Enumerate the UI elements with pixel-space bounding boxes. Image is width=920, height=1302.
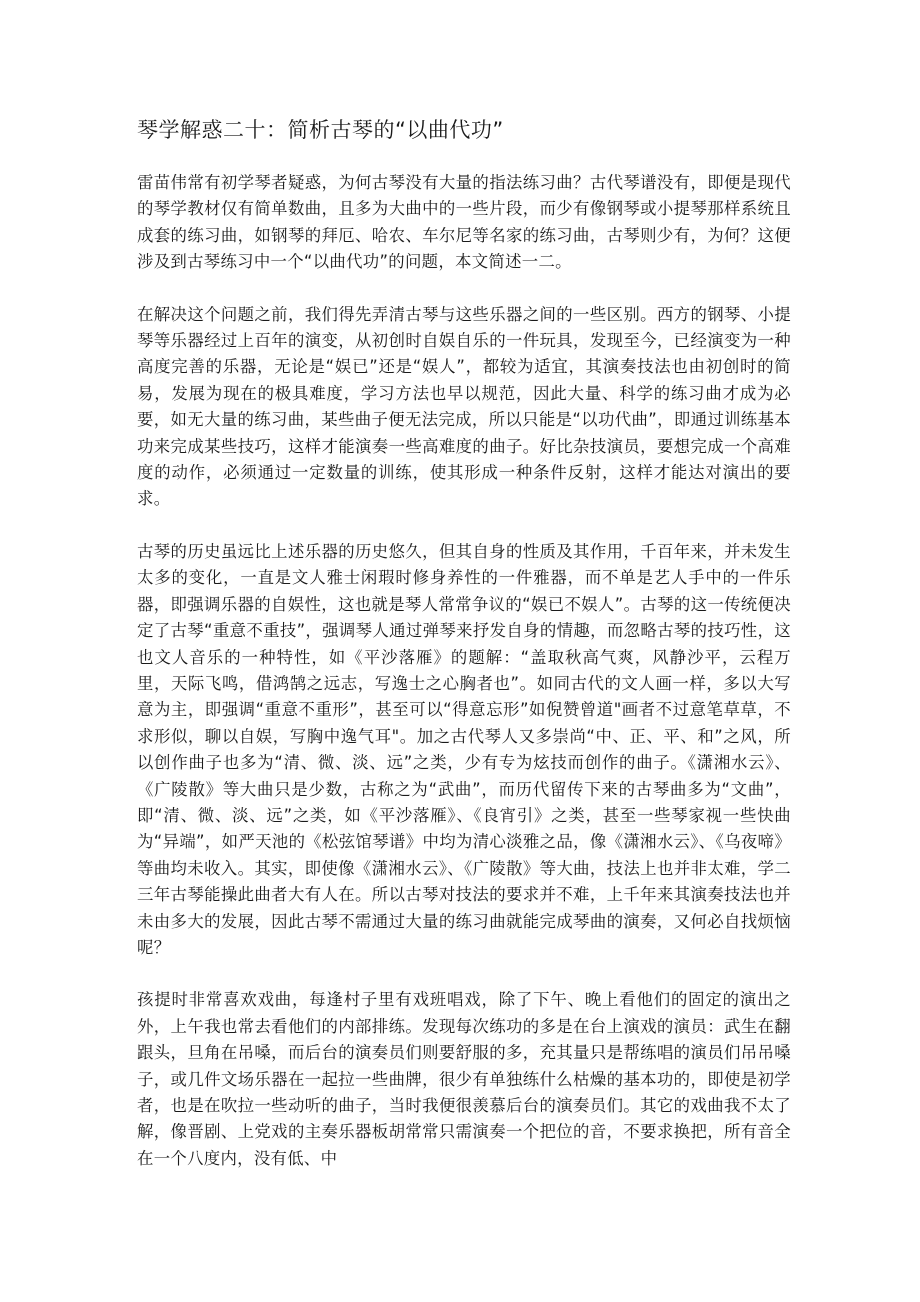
document-title: 琴学解惑二十：简析古琴的“以曲代功” [137, 118, 504, 142]
document-page [137, 112, 791, 1198]
paragraph-3: 古琴的历史虽远比上述乐器的历史悠久，但其自身的性质及其作用，千百年来，并未发生太多的变化，一直是文人雅士闲瑕时修身养性的一件雅器，而不单是艺人手中的一件乐器，即强调乐器的自娱性，这也就是琴人常常争议的“娱已不娱人”。古琴的这一传统便决定了古琴“重意不重技”，强调琴人通过弹琴来抒发自身的情趣，而忽略古琴的技巧性，这也文人音乐的一种特性，如《平沙落雁》的题解：“盖取秋高气爽，风静沙平，云程万里，天际飞鸣，借鸿鹄之远志，写逸士之心胸者也”。如同古代的文人画一样，多以大写意为主，即强调“重意不重形”，甚至可以“得意忘形”如倪赞曾道"画者不过意笔草草，不求形似，聊以自娱，写胸中逸气耳"。加之古代琴人又多崇尚“中、正、平、和”之风，所以创作曲子也多为“清、微、淡、远”之类，少有专为炫技而创作的曲子。《潇湘水云》、《广陵散》等大曲只是少数，古称之为“武曲”，而历代留传下来的古琴曲多为“文曲”，即“清、微、淡、远”之类，如《平沙落雁》、《良宵引》之类，甚至一些琴家视一些快曲为“异端”，如严天池的《松弦馆琴谱》中均为清心淡雅之品，像《潇湘水云》、《乌夜啼》等曲均未收入。其实，即使像《潇湘水云》、《广陵散》等大曲，技法上也并非太难，学二三年古琴能操此曲者大有人在。所以古琴对技法的要求并不难，上千年来其演奏技法也并未由多大的发展，因此古琴不需通过大量的练习曲就能完成琴曲的演奏，又何必自找烦恼呢？ [137, 541, 791, 957]
paragraph-1: 雷苗伟常有初学琴者疑惑，为何古琴没有大量的指法练习曲？古代琴谱没有，即便是现代的琴学教材仅有简单数曲，且多为大曲中的一些片段，而少有像钢琴或小提琴那样系统且成套的练习曲，如钢琴的拜厄、哈农、车尔尼等名家的练习曲，古琴则少有，为何？这便涉及到古琴练习中一个“以曲代功”的问题，本文简述一二。 [137, 173, 791, 272]
paragraph-2: 在解决这个问题之前，我们得先弄清古琴与这些乐器之间的一些区别。西方的钢琴、小提琴等乐器经过上百年的演变，从初创时自娱自乐的一件玩具，发现至今，已经演变为一种高度完善的乐器，无论是“娱已”还是“娱人”，都较为适宜，其演奏技法也由初创时的简易，发展为现在的极具难度，学习方法也早以规范，因此大量、科学的练习曲才成为必要，如无大量的练习曲，某些曲子便无法完成，所以只能是“以功代曲”，即通过训练基本功来完成某些技巧，这样才能演奏一些高难度的曲子。好比杂技演员，要想完成一个高难度的动作，必须通过一定数量的训练，使其形成一种条件反射，这样才能达对演出的要求。 [137, 304, 791, 509]
paragraph-4: 孩提时非常喜欢戏曲，每逢村子里有戏班唱戏，除了下午、晚上看他们的固定的演出之外，上午我也常去看他们的内部排练。发现每次练功的多是在台上演戏的演员：武生在翻跟头，旦角在吊嗓，而后台的演奏员们则要舒服的多，充其量只是帮练唱的演员们吊吊嗓子，或几件文场乐器在一起拉一些曲牌，很少有单独练什么枯燥的基本功的，即使是初学者，也是在吹拉一些动听的曲子，当时我便很羡慕后台的演奏员们。其它的戏曲我不太了解，像晋剧、上党戏的主奏乐器板胡常常只需演奏一个把位的音，不要求换把，所有音全在一个八度内，没有低、中 [137, 990, 791, 1168]
